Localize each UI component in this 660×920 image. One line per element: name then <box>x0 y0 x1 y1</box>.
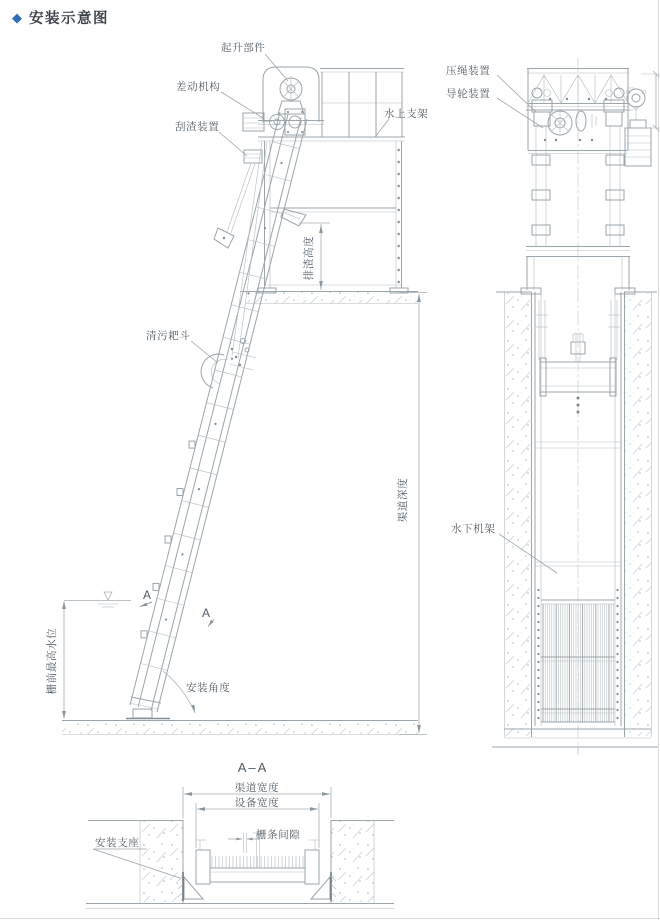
channel-walls <box>496 292 657 737</box>
label-channel-width: 渠道宽度 <box>234 782 280 794</box>
side-drive-unit <box>625 71 660 166</box>
label-rope-pressing-device: 压绳装置 <box>446 65 491 77</box>
label-leaders <box>191 54 557 573</box>
label-rake-bucket: 清污耙斗 <box>146 330 191 342</box>
section-marker-a-left: A <box>143 588 152 602</box>
above-water-frame <box>258 69 408 294</box>
hoist-housing <box>258 67 324 125</box>
frame-bolts <box>398 149 400 283</box>
section-floor <box>86 904 394 909</box>
section-walls <box>88 820 394 903</box>
drive-gear <box>544 111 596 141</box>
page-title-text: 安装示意图 <box>29 11 109 27</box>
page-title <box>12 7 109 28</box>
label-underwater-frame: 水下机架 <box>451 523 496 535</box>
label-bar-gap: 栅条间隙 <box>256 829 301 841</box>
differential-mechanism <box>243 109 305 135</box>
hoist-ropes <box>232 141 267 358</box>
side-view-drawing <box>62 67 427 735</box>
label-above-water-frame: 水上支架 <box>384 108 429 120</box>
label-installation-angle: 安装角度 <box>186 682 231 694</box>
label-discharge-height: 排渣高度 <box>303 235 315 281</box>
label-scraper-device: 刮渣装置 <box>175 121 220 133</box>
front-view-drawing <box>492 58 660 755</box>
discharge-chute <box>281 209 306 226</box>
title-diamond-icon: ◆ <box>12 10 22 25</box>
label-guide-wheel-device: 导轮装置 <box>446 88 491 100</box>
section-title: A–A <box>237 760 269 775</box>
dim-max-water-level <box>64 592 131 719</box>
mounting-supports <box>178 872 336 901</box>
label-mounting-support: 安装支座 <box>95 837 140 849</box>
label-max-water-level: 栅前最高水位 <box>46 627 58 695</box>
bar-screen-grid <box>537 589 618 722</box>
label-equipment-width: 设备宽度 <box>234 797 280 809</box>
inclined-screen <box>130 112 307 712</box>
dimension-arrows <box>62 225 421 840</box>
rake-bucket <box>201 339 256 389</box>
section-marker-a-right: A <box>202 606 211 620</box>
dim-equipment-width <box>196 803 319 848</box>
screen-foot <box>126 697 170 719</box>
label-differential-mechanism: 差动机构 <box>176 81 221 93</box>
label-channel-depth: 渠道深度 <box>397 477 409 523</box>
label-lifting-part: 起升部件 <box>221 42 266 54</box>
